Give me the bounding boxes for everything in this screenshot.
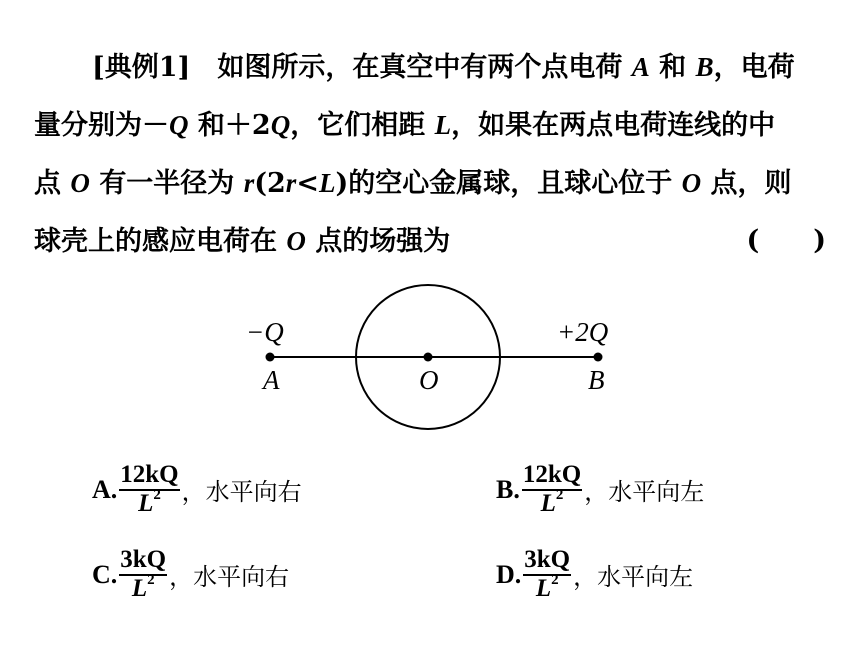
point-b: [594, 353, 603, 362]
problem-line-3: 点 O 有一半径为 r(2r<L)的空心金属球，且球心位于 O 点，则: [34, 168, 792, 199]
option-a-fraction: $\frac{12kQ}{L^2}$: [120, 461, 179, 517]
problem-line-1: [典例1] 如图所示，在真空中有两个点电荷 A 和 B，电荷: [92, 52, 795, 83]
problem-line-4: 球壳上的感应电荷在 O 点的场强为 ( ): [34, 212, 826, 270]
point-o-label: O: [419, 365, 439, 395]
charge-b-label: +2Q: [557, 317, 609, 347]
example-tag: [典例1]: [92, 52, 191, 83]
option-d[interactable]: D. $\frac{3kQ}{L^2}$ ，水平向左: [496, 546, 694, 602]
point-a-label: A: [263, 365, 280, 395]
charge-a-label: −Q: [246, 317, 284, 347]
point-o: [424, 353, 433, 362]
point-b-label: B: [588, 365, 605, 395]
point-a: [266, 353, 275, 362]
answer-blank: ( ): [746, 225, 826, 256]
option-c-fraction: $\frac{3kQ}{L^2}$: [120, 546, 167, 602]
option-b[interactable]: B. $\frac{12kQ}{L^2}$ ，水平向左: [496, 461, 705, 517]
option-d-fraction: $\frac{3kQ}{L^2}$: [524, 546, 571, 602]
option-a[interactable]: A. $\frac{12kQ}{L^2}$ ，水平向右: [92, 461, 302, 517]
problem-line-2: 量分别为－Q 和＋2Q，它们相距 L，如果在两点电荷连线的中: [34, 110, 776, 141]
option-b-fraction: $\frac{12kQ}{L^2}$: [522, 461, 582, 517]
option-c[interactable]: C. $\frac{3kQ}{L^2}$ ，水平向右: [92, 546, 290, 602]
